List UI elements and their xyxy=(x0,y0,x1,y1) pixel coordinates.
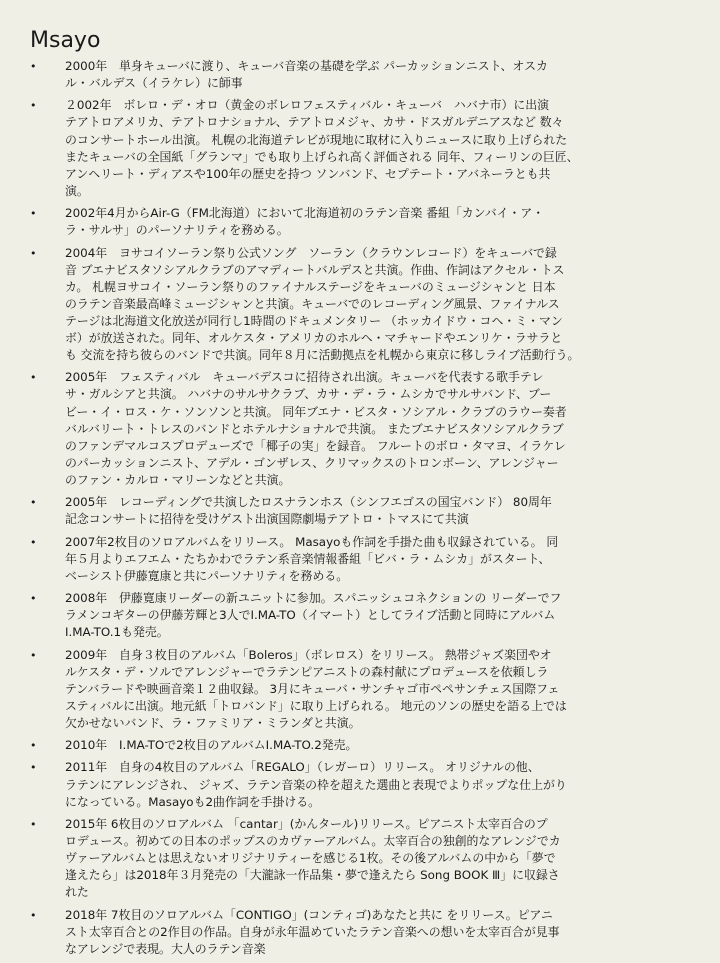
list-item xyxy=(30,534,670,585)
bullet-icon: • xyxy=(30,371,37,385)
list-item xyxy=(30,816,670,901)
biography-list xyxy=(30,58,670,963)
bullet-icon: • xyxy=(30,60,37,73)
bullet-icon: • xyxy=(30,648,37,662)
entry-text: 2002年4月からAir-G（FM北海道）において北海道初のラテン音楽 番組「カンバイ・ア・ ラ・サルサ」のパーソナリティを務める。 xyxy=(65,206,545,238)
bullet-icon: • xyxy=(30,761,37,775)
entry-text: 2004年 ヨサコイソーラン祭り公式ソング ソーラン（クラウンレコード）をキューバで録 音 ブエナビスタソシアルクラブのアマディートバルデスと共演。作曲、作詞はアクセル・トス カ。 札幌ヨサコイ・ソーラン祭りのファイナルステージをキューバのミュージシャンと 日本 のラテン音楽最高峰ミュージシャンと共演。キューバでのレコーディング風景、ファイナルス テージは北海道文化放送が同行し1時間のドキュメンタリー （ホッカイドウ・コヘ・ミ・マン ボ）が放送された。同年、オルケスタ・アメリカのホルヘ・マチャードやエンリケ・ラサラと も 交流を持ち彼らのバンドで共演。同年８月に活動拠点を札幌から東京に移しライブ活動行う。 xyxy=(65,245,580,363)
bullet-icon: • xyxy=(30,99,37,113)
entry-text: 2005年 レコーディングで共演したロスナランホス（シンフエゴスの国宝バンド） 80周年 記念コンサートに招待を受けゲスト出演国際劇場テアトロ・トマスにて共演 xyxy=(65,495,552,527)
list-item xyxy=(30,590,670,641)
bullet-icon: • xyxy=(30,535,37,549)
entry-text: 2008年 伊藤寛康リーダーの新ユニットに参加。スパニッシュコネクションの リーダーでフ ラメンコギターの伊藤芳輝と3人でI.MA-TO（イマート）としてライブ活動と同時にアルバム I.MA-TO.1も発売。 xyxy=(65,591,562,640)
entry-text: 2011年 自身の4枚目のアルバム「REGALO」（レガーロ）リリース。 オリジナルの他、 ラテンにアレンジされ、 ジャズ、ラテン音楽の枠を超えた選曲と表現でよりポップな仕上がり になっている。Masayoも2曲作詞を手掛ける。 xyxy=(65,760,567,809)
entry-text: 2005年 フェスティバル キューバデスコに招待され出演。キューバを代表する歌手テレ サ・ガルシアと共演。 ハバナのサルサクラブ、カサ・デ・ラ・ムシカでサルサバンド、ブー ビー・イ・ロス・ケ・ソンソンと共演。 同年ブエナ・ビスタ・ソシアル・クラブのラウー奏者 バルバリート・トレスのバンドとホテルナショナルで共演。 またブエナビスタソシアルクラブ のファンデマルコスプロデューズで「椰子の実」を録音。 フルートのボロ・タマヨ、イラケレ のパーカッションニスト、アデル・ゴンザレス、クリマックスのトロンボーン、アレンジャー のファン・カルロ・マリーンなどと共演。 xyxy=(65,370,567,487)
list-item xyxy=(30,737,670,754)
entry-text: 2000年 単身キューバに渡り、キューバ音楽の基礎を学ぶ パーカッションニスト、オスカ ル・バルデス（イラケレ）に師事 xyxy=(65,59,548,91)
list-item xyxy=(30,369,670,489)
bullet-icon: • xyxy=(30,592,37,606)
list-item xyxy=(30,245,670,365)
entry-text: 2015年 6枚目のソロアルバム 「cantar」(かんタール)リリース。ピアニスト太宰百合のプ ロデュース。初めての日本のポップスのカヴァーアルバム。太宰百合の独創的なアレンジでカ ヴァーアルバムとは思えないオリジナリティーを感じる1枚。その後アルバムの中から「夢で 逢えたら」は2018年３月発売の「大瀧詠一作品集・夢で逢えたら Song BOOK Ⅲ」に収録さ れた xyxy=(65,816,561,900)
list-item xyxy=(30,97,670,200)
bullet-icon: • xyxy=(30,908,37,922)
list-item xyxy=(30,759,670,810)
bullet-icon: • xyxy=(30,817,37,831)
entry-text: ２002年 ボレロ・デ・オロ（黄金のボレロフェスティバル・キューバ ハバナ市）に出演 テアトロアメリカ、テアトロナショナル、テアトロメジャ、カサ・ドスガルデニアスなど 数々 のコンサートホール出演。 札幌の北海道テレビが現地に取材に入りニュースに取り上げられた またキューバの全国紙「グランマ」でも取り上げられ高く評価される 同年、フィーリンの巨匠、 アンヘリート・ディアスや100年の歴史を持つ ソンバンド、セプテート・アバネーラとも共 演。 xyxy=(65,98,579,198)
entry-text: 2018年 7枚目のソロアルバム「CONTIGO」(コンティゴ)あなたと共に をリリース。ピアニ スト太宰百合との2作目の作品。自身が永年温めていたラテン音楽への想いを太宰百合が見事 なアレンジで表現。大人のラテン音楽 xyxy=(65,907,560,956)
entry-text: 2007年2枚目のソロアルバムをリリース。 Masayoも作詞を手掛た曲も収録されている。 同 年５月よりエフエム・たちかわでラテン系音楽情報番組「ビバ・ラ・ムシカ」がスタート、 ベーシスト伊藤寛康と共にパーソナリティを務める。 xyxy=(65,534,559,583)
entry-text: 2009年 自身３枚目のアルバム「Boleros」（ボレロス）をリリース。 熱帯ジャズ楽団やオ ルケスタ・デ・ソルでアレンジャーでラテンピアニストの森村献にプロデュースを依頼しラ テンバラードや映画音楽１２曲収録。 3月にキューバ・サンチャゴ市ペペサンチェス国際フェ スティバルに出演。地元紙「トロバンド」に取り上げられる。 地元のソンの歴史を語る上では 欠かせないバンド、ラ・ファミリア・ミランダと共演。 xyxy=(65,647,567,730)
bullet-icon: • xyxy=(30,207,37,221)
bullet-icon: • xyxy=(30,496,37,510)
bullet-icon: • xyxy=(30,246,37,260)
list-item xyxy=(30,647,670,732)
list-item xyxy=(30,494,670,528)
page-title: Msayo xyxy=(30,28,101,53)
entry-text: 2010年 I.MA-TOで2枚目のアルバムI.MA-TO.2発売。 xyxy=(65,738,358,753)
list-item xyxy=(30,58,670,92)
bullet-icon: • xyxy=(30,739,37,753)
list-item xyxy=(30,907,670,958)
list-item xyxy=(30,205,670,239)
